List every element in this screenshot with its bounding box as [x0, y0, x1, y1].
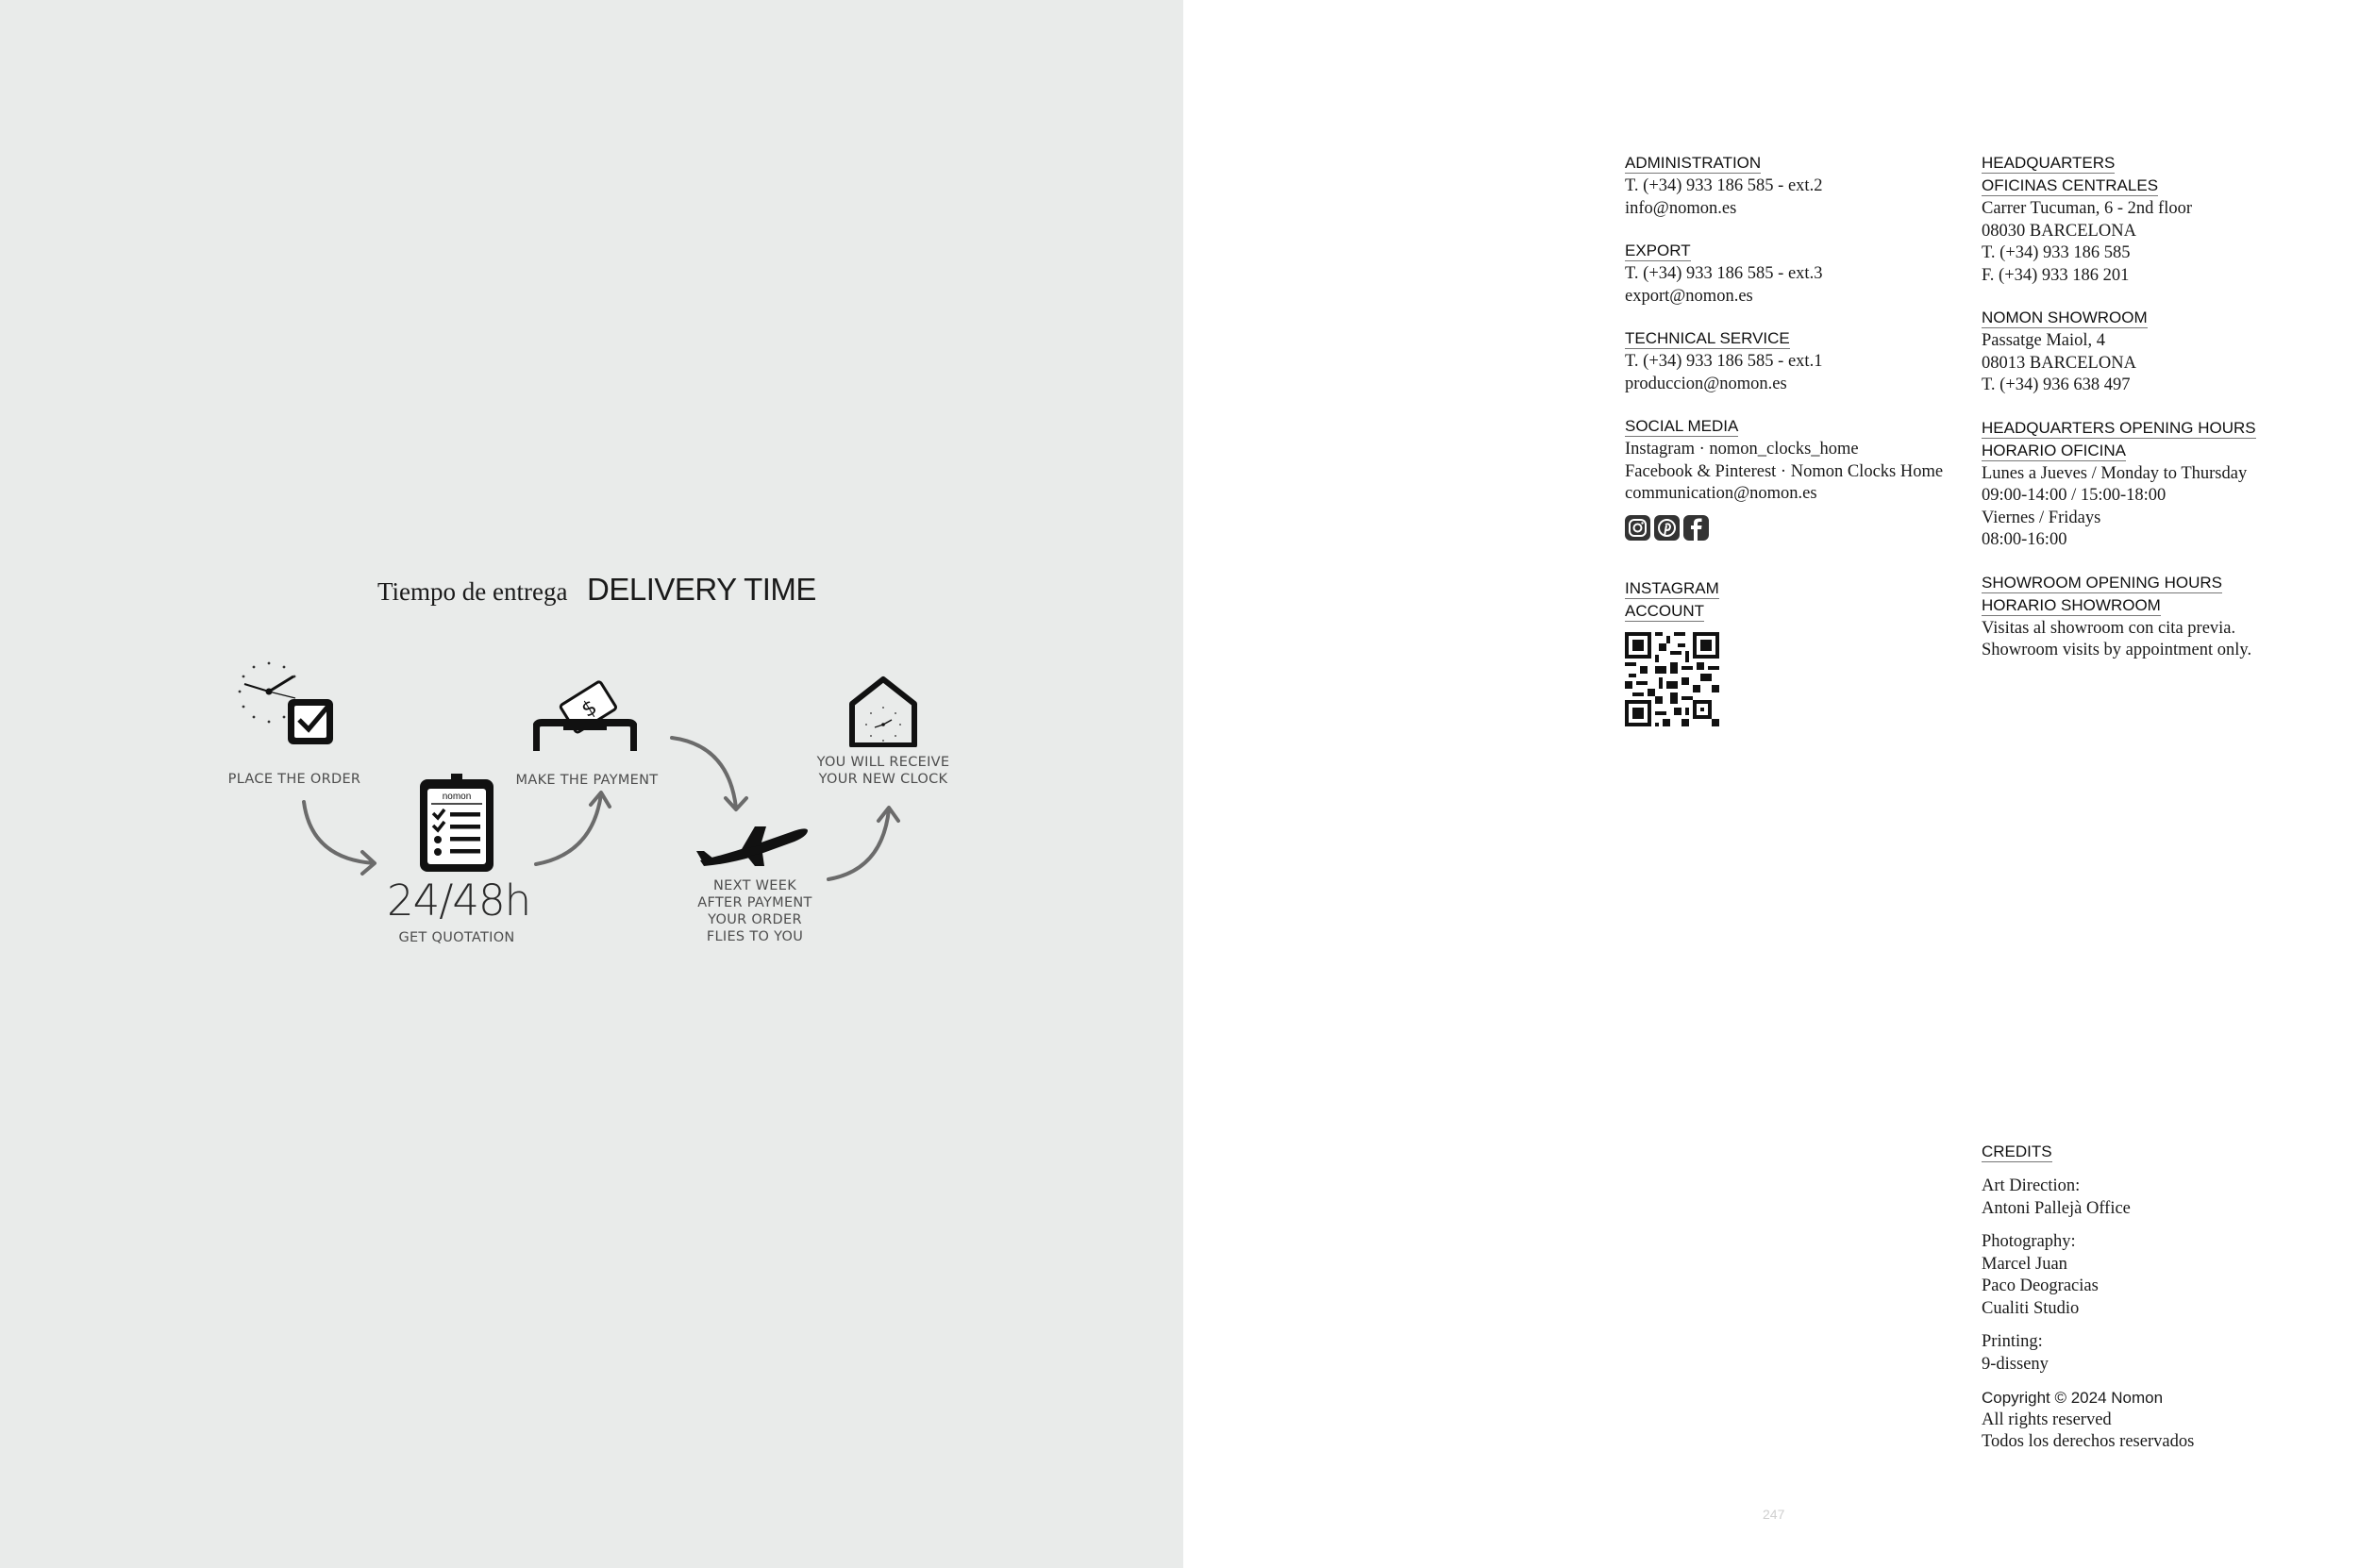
arrow-payment-to-flight — [672, 738, 746, 809]
rights-reserved-es: Todos los derechos reservados — [1982, 1432, 2195, 1451]
heading-headquarters: HEADQUARTERS — [1982, 154, 2116, 172]
facebook-icon[interactable] — [1683, 515, 1709, 541]
heading-instagram: INSTAGRAM — [1625, 578, 1719, 597]
contact-export — [1625, 241, 1965, 308]
export-email[interactable]: export@nomon.es — [1625, 286, 1753, 306]
hours-fridays-time: 08:00-16:00 — [1982, 530, 2067, 549]
hours-weekdays-time: 09:00-14:00 / 15:00-18:00 — [1982, 486, 2167, 505]
heading-account: ACCOUNT — [1625, 601, 1705, 620]
technical-phone: T. (+34) 933 186 585 - ext.1 — [1625, 352, 1823, 371]
social-facebook-pinterest: Facebook & Pinterest · Nomon Clocks Home — [1625, 461, 1944, 481]
showroom-address: Passatge Maiol, 4 — [1982, 331, 2106, 350]
contact-column — [1625, 153, 1965, 726]
heading-credits: CREDITS — [1982, 1143, 2052, 1160]
instagram-account — [1625, 578, 1965, 624]
office-hours — [1982, 418, 2340, 552]
heading-nomon-showroom: NOMON SHOWROOM — [1982, 309, 2148, 326]
instagram-icon[interactable] — [1625, 515, 1650, 541]
credits-block — [1982, 1142, 2340, 1454]
delivery-title-en: DELIVERY TIME — [587, 572, 816, 607]
contact-administration — [1625, 153, 1965, 220]
office-headquarters — [1982, 153, 2340, 287]
get-quotation-label: GET QUOTATION — [398, 930, 515, 945]
pinterest-icon[interactable] — [1654, 515, 1680, 541]
heading-horario-oficina: HORARIO OFICINA — [1982, 441, 2127, 459]
technical-email[interactable]: produccion@nomon.es — [1625, 374, 1787, 393]
heading-technical-service: TECHNICAL SERVICE — [1625, 329, 1790, 347]
heading-export: EXPORT — [1625, 242, 1691, 259]
hq-address: Carrer Tucuman, 6 - 2nd floor — [1982, 199, 2192, 218]
receive-clock-label: YOU WILL RECEIVE YOUR NEW CLOCK — [816, 755, 950, 787]
contact-technical-service — [1625, 328, 1965, 395]
contact-social-media — [1625, 416, 1965, 506]
export-phone: T. (+34) 933 186 585 - ext.3 — [1625, 264, 1823, 283]
showroom-visits-es: Visitas al showroom con cita previa. — [1982, 618, 2236, 638]
hours-fridays: Viernes / Fridays — [1982, 508, 2101, 527]
arrow-quotation-to-payment — [536, 792, 610, 864]
right-page — [1183, 0, 2359, 1568]
hq-city: 08030 BARCELONA — [1982, 221, 2136, 241]
credits-art-direction: Art Direction: Antoni Pallejà Office — [1982, 1176, 2131, 1218]
social-icons — [1625, 515, 1965, 541]
heading-showroom-opening-hours: SHOWROOM OPENING HOURS — [1982, 573, 2223, 592]
quotation-hours: 24/48h — [387, 876, 531, 926]
copyright-line: Copyright © 2024 Nomon — [1982, 1389, 2164, 1407]
make-payment-label: MAKE THE PAYMENT — [515, 773, 659, 788]
place-order-label: PLACE THE ORDER — [227, 772, 361, 787]
clipboard-brand: nomon — [442, 792, 472, 802]
credits-printing: Printing: 9-disseny — [1982, 1332, 2049, 1374]
showroom-visits-en: Showroom visits by appointment only. — [1982, 641, 2252, 659]
admin-phone: T. (+34) 933 186 585 - ext.2 — [1625, 176, 1823, 195]
office-showroom — [1982, 308, 2340, 397]
instagram-qr-code[interactable] — [1625, 632, 1719, 726]
delivery-title-es: Tiempo de entrega — [377, 577, 568, 606]
hq-fax: F. (+34) 933 186 201 — [1982, 265, 2130, 285]
rights-reserved-en: All rights reserved — [1982, 1410, 2112, 1429]
heading-oficinas-centrales: OFICINAS CENTRALES — [1982, 176, 2159, 194]
hours-weekdays: Lunes a Jueves / Monday to Thursday — [1982, 463, 2248, 483]
heading-social-media: SOCIAL MEDIA — [1625, 417, 1739, 435]
arrow-flight-to-receive — [828, 808, 898, 879]
social-email[interactable]: communication@nomon.es — [1625, 484, 1817, 503]
social-instagram: Instagram · nomon_clocks_home — [1625, 440, 1859, 459]
showroom-hours — [1982, 573, 2340, 662]
arrow-order-to-quotation — [304, 802, 375, 874]
svg-text:$: $ — [577, 695, 602, 723]
hq-phone: T. (+34) 933 186 585 — [1982, 243, 2131, 262]
showroom-city: 08013 BARCELONA — [1982, 353, 2136, 373]
credits-photography: Photography: Marcel Juan Paco Deogracias Cualiti Studio — [1982, 1232, 2099, 1318]
admin-email[interactable]: info@nomon.es — [1625, 198, 1737, 218]
heading-horario-showroom: HORARIO SHOWROOM — [1982, 595, 2161, 614]
heading-hq-opening-hours: HEADQUARTERS OPENING HOURS — [1982, 418, 2256, 437]
heading-administration: ADMINISTRATION — [1625, 154, 1762, 172]
page-number: 247 — [1763, 1507, 1785, 1522]
flies-to-you-label: NEXT WEEK AFTER PAYMENT YOUR ORDER FLIES TO YOU — [697, 878, 812, 944]
credits-copyright — [1982, 1387, 2340, 1454]
office-column — [1982, 153, 2340, 683]
showroom-phone: T. (+34) 936 638 497 — [1982, 375, 2131, 394]
